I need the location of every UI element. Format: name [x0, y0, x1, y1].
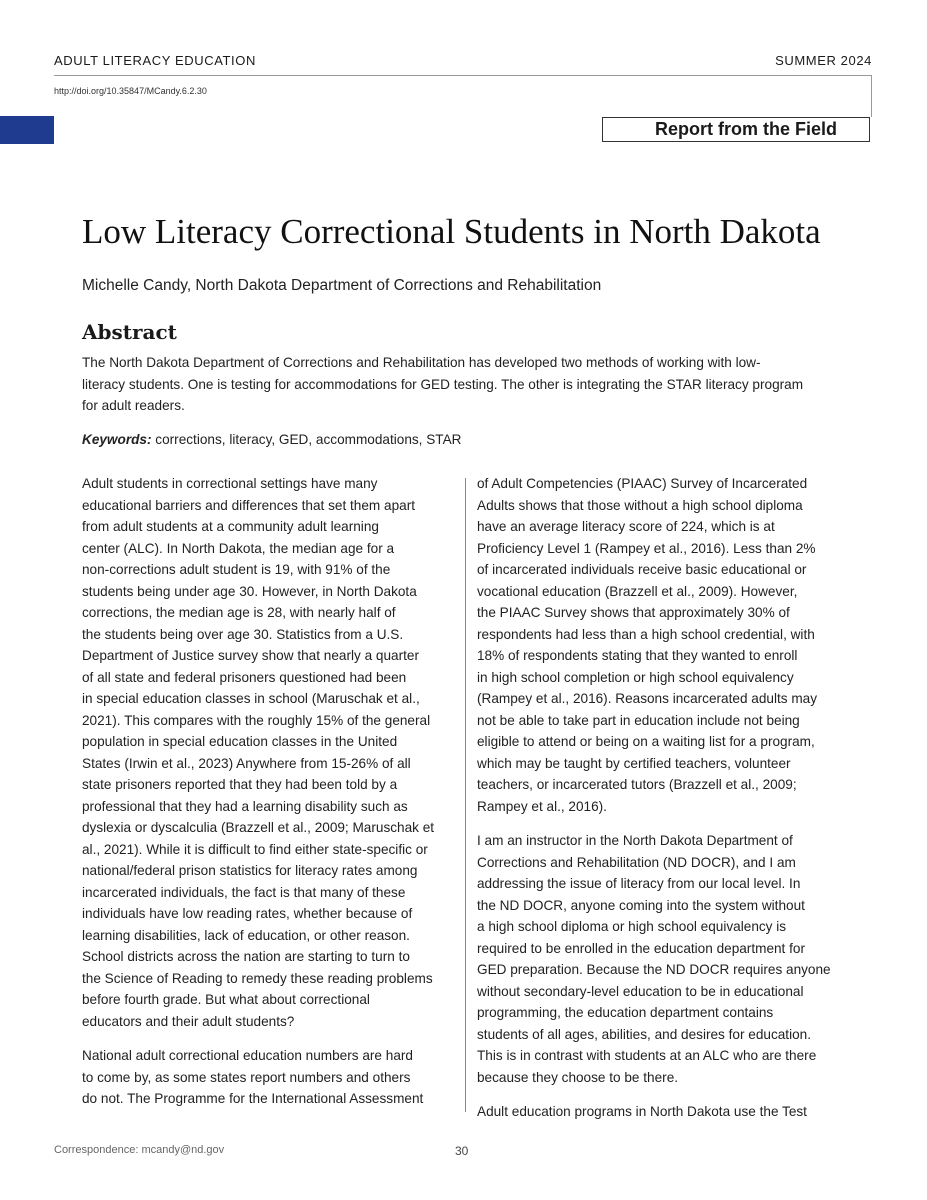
- text-line: population in special education classes in the United: [82, 734, 398, 749]
- section-accent-tab: [0, 116, 54, 144]
- text-line: al., 2021). While it is difficult to find either state-specific or: [82, 841, 428, 857]
- text-line: GED preparation. Because the ND DOCR requires anyone: [477, 962, 831, 977]
- text-line: without secondary-level education to be in educational: [477, 983, 804, 999]
- text-line: state prisoners reported that they had been told by a: [82, 777, 398, 792]
- text-line: which may be taught by certified teachers, volunteer: [477, 755, 791, 771]
- text-line: individuals have low reading rates, whether because of: [82, 906, 413, 921]
- paragraph: [82, 473, 454, 1032]
- text-line: the PIAAC Survey shows that approximately 30% of: [477, 605, 790, 620]
- text-line: 2021). This compares with the roughly 15% of the general: [82, 712, 431, 728]
- issue-date: SUMMER 2024: [775, 53, 872, 68]
- paragraph: [477, 830, 849, 1088]
- text-line: respondents had less than a high school credential, with: [477, 626, 815, 642]
- header-rule-vertical: [871, 75, 872, 117]
- text-line: national/federal prison statistics for literacy rates among: [82, 863, 418, 878]
- page-number: 30: [455, 1144, 469, 1158]
- text-line: educational barriers and differences that set them apart: [82, 497, 415, 513]
- paragraph: [477, 1101, 849, 1123]
- text-line: center (ALC). In North Dakota, the median age for a: [82, 540, 395, 556]
- text-line: School districts across the nation are starting to turn to: [82, 949, 410, 964]
- doi-link[interactable]: http://doi.org/10.35847/MCandy.6.2.30: [54, 86, 207, 96]
- text-line: dyslexia or dyscalculia (Brazzell et al., 2009; Maruschak et: [82, 820, 435, 835]
- text-line: Rampey et al., 2016).: [477, 798, 607, 814]
- text-line: not be able to take part in education include not being: [477, 712, 800, 728]
- text-line: 18% of respondents stating that they wanted to enroll: [477, 648, 798, 663]
- correspondence: Correspondence: mcandy@nd.gov: [54, 1144, 225, 1156]
- journal-name: ADULT LITERACY EDUCATION: [54, 53, 256, 68]
- keywords-label: Keywords:: [82, 432, 152, 447]
- text-line: programming, the education department contains: [477, 1005, 774, 1020]
- text-line: Adults shows that those without a high school diploma: [477, 497, 803, 513]
- abstract-heading: Abstract: [82, 320, 177, 344]
- paragraph: [477, 473, 849, 817]
- abstract-text: [82, 352, 852, 417]
- text-line: States (Irwin et al., 2023) Anywhere from 15-26% of all: [82, 755, 411, 771]
- text-line: because they choose to be there.: [477, 1069, 679, 1085]
- text-line: required to be enrolled in the education department for: [477, 940, 805, 956]
- text-line: I am an instructor in the North Dakota Department of: [477, 833, 793, 848]
- text-line: Adult students in correctional settings have many: [82, 476, 378, 491]
- abstract-line: for adult readers.: [82, 398, 185, 413]
- text-line: Department of Justice survey show that nearly a quarter: [82, 648, 419, 663]
- text-line: the students being over age 30. Statistics from a U.S.: [82, 626, 404, 642]
- text-line: non-corrections adult student is 19, with 91% of the: [82, 562, 391, 577]
- text-line: of Adult Competencies (PIAAC) Survey of Incarcerated: [477, 476, 808, 491]
- text-line: incarcerated individuals, the fact is that many of these: [82, 884, 406, 900]
- text-line: National adult correctional education numbers are hard: [82, 1048, 413, 1063]
- abstract-line: literacy students. One is testing for accommodations for GED testing. The other is integrating the STAR literacy program: [82, 376, 804, 392]
- text-line: educators and their adult students?: [82, 1013, 295, 1029]
- text-line: students of all ages, abilities, and desires for education.: [477, 1026, 812, 1042]
- text-line: This is in contrast with students at an ALC who are there: [477, 1048, 817, 1063]
- keywords: [82, 432, 462, 447]
- section-label: Report from the Field: [602, 117, 870, 142]
- keywords-list: corrections, literacy, GED, accommodations, STAR: [155, 432, 462, 447]
- text-line: do not. The Programme for the International Assessment: [82, 1091, 424, 1106]
- text-line: Corrections and Rehabilitation (ND DOCR), and I am: [477, 854, 796, 870]
- text-line: vocational education (Brazzell et al., 2009). However,: [477, 583, 798, 599]
- article-author: Michelle Candy, North Dakota Department of Corrections and Rehabilitation: [82, 277, 602, 294]
- text-line: Adult education programs in North Dakota use the Test: [477, 1104, 807, 1119]
- text-line: eligible to attend or being on a waiting list for a program,: [477, 734, 815, 749]
- text-line: (Rampey et al., 2016). Reasons incarcerated adults may: [477, 691, 818, 706]
- text-line: the ND DOCR, anyone coming into the system without: [477, 897, 805, 913]
- abstract-line: The North Dakota Department of Corrections and Rehabilitation has developed two methods of working with low-: [82, 355, 761, 370]
- text-line: have an average literacy score of 224, which is at: [477, 519, 775, 534]
- text-line: of all state and federal prisoners questioned had been: [82, 669, 407, 685]
- column-divider: [465, 478, 466, 1112]
- text-line: addressing the issue of literacy from our local level. In: [477, 876, 801, 891]
- right-column: [477, 473, 849, 1136]
- text-line: to come by, as some states report numbers and others: [82, 1069, 411, 1085]
- text-line: students being under age 30. However, in North Dakota: [82, 583, 417, 599]
- article-title: Low Literacy Correctional Students in North Dakota: [82, 212, 821, 251]
- text-line: learning disabilities, lack of education, or other reason.: [82, 927, 410, 943]
- text-line: before fourth grade. But what about correctional: [82, 992, 370, 1007]
- text-line: teachers, or incarcerated tutors (Brazzell et al., 2009;: [477, 777, 797, 792]
- text-line: the Science of Reading to remedy these reading problems: [82, 970, 433, 986]
- text-line: a high school diploma or high school equivalency is: [477, 919, 787, 934]
- text-line: Proficiency Level 1 (Rampey et al., 2016). Less than 2%: [477, 540, 816, 556]
- text-line: from adult students at a community adult learning: [82, 519, 379, 534]
- text-line: professional that they had a learning disability such as: [82, 798, 408, 814]
- text-line: corrections, the median age is 28, with nearly half of: [82, 605, 396, 620]
- text-line: in special education classes in school (Maruschak et al.,: [82, 691, 420, 706]
- left-column: [82, 473, 454, 1123]
- paragraph: [82, 1045, 454, 1110]
- header-rule: [54, 75, 872, 76]
- text-line: of incarcerated individuals receive basic educational or: [477, 562, 807, 577]
- text-line: in high school completion or high school equivalency: [477, 669, 794, 685]
